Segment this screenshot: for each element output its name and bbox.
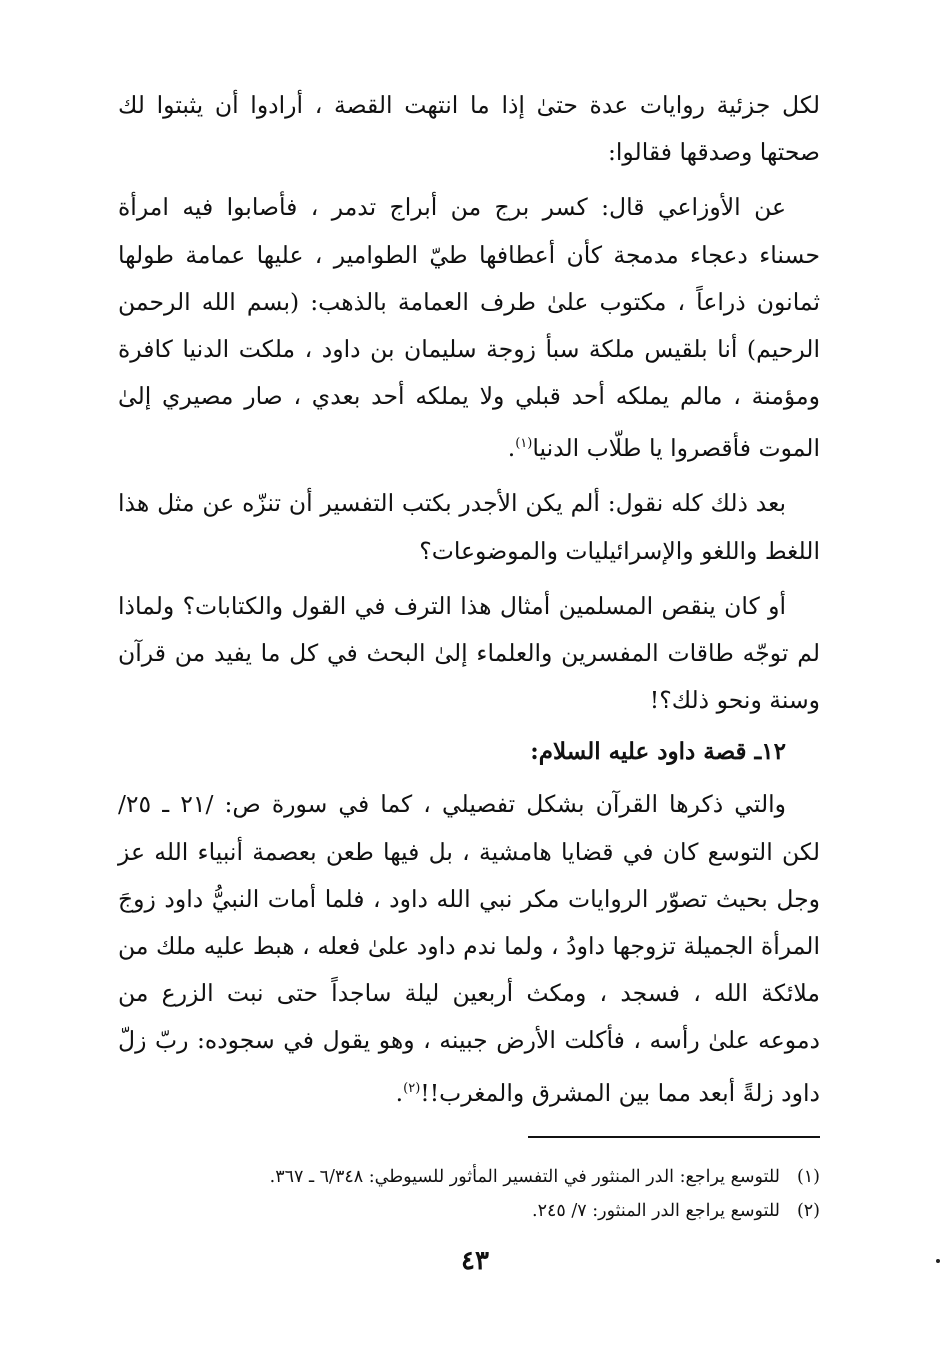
margin-dot [936,1259,940,1263]
paragraph-question [118,583,820,725]
paragraph-critique [118,480,820,574]
paragraph-question-text: أو كان ينقص المسلمين أمثال هذا الترف في القول والكتابات؟ ولماذا لم توجّه طاقات المفسرين والعلماء إلىٰ البحث في كل ما يفيد من قرآن وسنة ونحو ذلك؟! [118,591,820,715]
footnote-text: للتوسع يراجع الدر المنثور: ٧/ ٢٤٥. [532,1201,780,1221]
main-text [118,82,820,1117]
footnote-ref-1[interactable]: (١) [515,436,533,452]
page-number: ٤٣ [461,1246,489,1276]
paragraph-critique-text: بعد ذلك كله نقول: ألم يكن الأجدر بكتب التفسير أن تنزّه عن مثل هذا اللغط واللغو والإسرائيليات والموضوعات؟ [118,489,820,565]
footnote-number: (٢) [796,1201,820,1221]
footnote-divider [528,1136,820,1138]
paragraph-intro-text: لكل جزئية روايات عدة حتىٰ إذا ما انتهت القصة ، أرادوا أن يثبتوا لك صحتها وصدقها فقالوا: [118,91,820,167]
section-heading: ١٢ـ قصة داود عليه السلام: [530,738,786,766]
footnotes [118,1160,820,1228]
footnote-2 [118,1194,820,1228]
footnote-ref-2[interactable]: (٢) [403,1080,421,1096]
footnote-1 [118,1160,820,1194]
paragraph-david-story [118,781,820,1116]
paragraph-intro [118,82,820,176]
footnote-number: (١) [796,1167,820,1187]
sentence-end: . [395,1078,404,1107]
paragraph-awzai-narration [118,184,820,472]
footnote-text: للتوسع يراجع: الدر المنثور في التفسير المأثور للسيوطي: ٦/٣٤٨ ـ ٣٦٧. [269,1167,780,1187]
paragraph-david-text: والتي ذكرها القرآن بشكل تفصيلي ، كما في سورة ص: /٢١ ـ ٢٥/ لكن التوسع كان في قضايا هامشية ، بل فيها طعن بعصمة أنبياء الله عز وجل بحيث تصوّر الروايات مكر نبي الله داود ، فلما أمات النبيُّ داود زوجَ المرأة الجميلة تزوجها داودُ ، ولما ندم داود علىٰ فعله ، هبط عليه ملك من ملائكة الله ، فسجد ، ومكث أربعين ليلة ساجداً حتى نبت الزرع من دموعه علىٰ رأسه ، فأكلت الأرض جبينه ، وهو يقول في سجوده: ربّ زلّ داود زلةً أبعد مما بين المشرق والمغرب!! [118,790,820,1107]
sentence-end: . [507,434,516,463]
paragraph-awzai-text: عن الأوزاعي قال: كسر برج من أبراج تدمر ، فأصابوا فيه امرأة حسناء دعجاء مدمجة كأن أعطافها طيّ الطوامير ، عليها عمامة طولها ثمانون ذراعاً ، مكتوب علىٰ طرف العمامة بالذهب: (بسم الله الرحمن الرحيم) أنا بلقيس ملكة سبأ زوجة سليمان بن داود ، ملكت الدنيا كافرة ومؤمنة ، مالم يملكه أحد قبلي ولا يملكه أحد بعدي ، صار مصيري إلىٰ الموت فأقصروا يا طلّاب الدنيا [118,193,820,463]
